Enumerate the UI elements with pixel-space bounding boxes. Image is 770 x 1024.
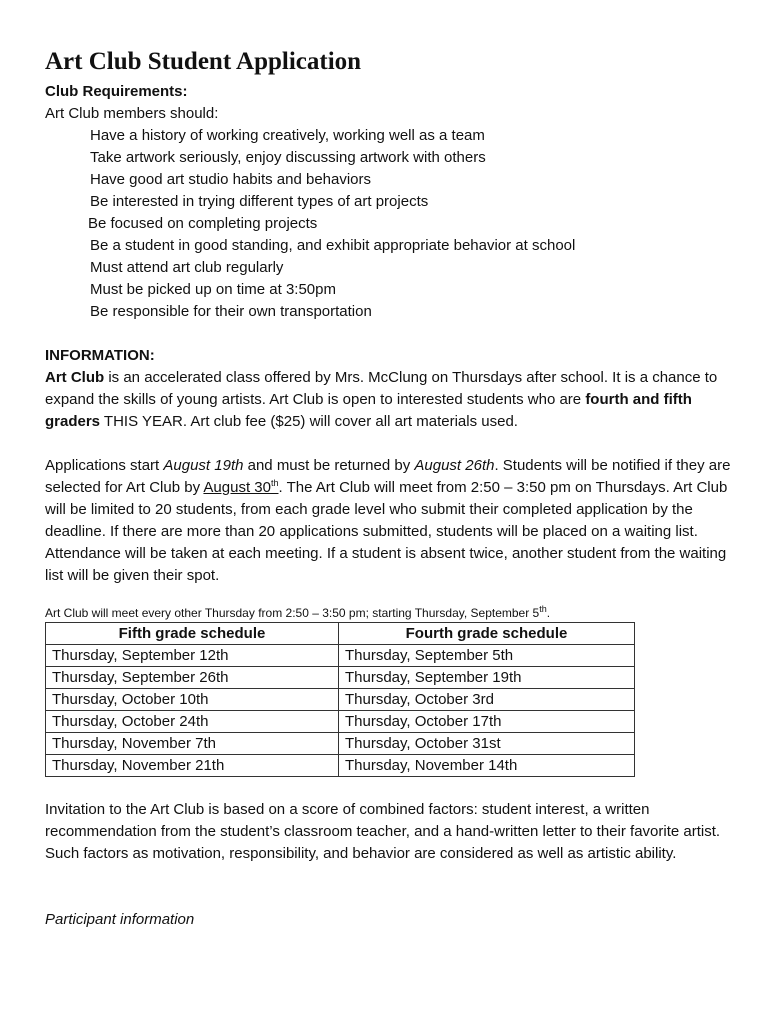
ordinal-suffix: th [539, 604, 547, 614]
art-club-bold: Art Club [45, 369, 105, 386]
page-title: Art Club Student Application [45, 48, 362, 75]
requirements-intro: Art Club members should: [45, 105, 219, 122]
participant-heading [45, 909, 735, 931]
notify-date-text: August 30 [203, 479, 271, 496]
table-cell: Thursday, October 31st [339, 733, 635, 755]
grades-bold: fourth and fifth graders [45, 391, 692, 430]
information-paragraph-2 [45, 455, 735, 587]
requirement-item: Have good art studio habits and behaviors [90, 171, 372, 188]
column-header-fourth: Fourth grade schedule [339, 623, 635, 645]
document-content [45, 47, 735, 931]
table-cell: Thursday, November 21th [46, 755, 339, 777]
schedule-note [45, 605, 735, 621]
information-paragraph-1 [45, 367, 735, 433]
requirement-item: Be focused on completing projects [88, 215, 318, 232]
requirement-item: Be a student in good standing, and exhibit appropriate behavior at school [90, 237, 576, 254]
table-cell: Thursday, September 26th [46, 667, 339, 689]
table-cell: Thursday, November 7th [46, 733, 339, 755]
table-row [46, 645, 635, 667]
table-header-row [46, 623, 635, 645]
participant-heading-text: Participant information [45, 911, 195, 928]
requirement-item: Must be picked up on time at 3:50pm [90, 281, 336, 298]
ordinal-suffix: th [270, 478, 279, 488]
table-cell: Thursday, September 12th [46, 645, 339, 667]
notify-date [203, 479, 278, 496]
column-header-fifth: Fifth grade schedule [46, 623, 339, 645]
info-text: . The Art Club will meet from 2:50 – 3:50 pm on Thursdays. Art Club will be limited to 20 students, from each grade level who submit their completed application by the deadline. If there are more than 20 applications submitted, students will be placed on a waiting list. Attendance will be taken at each meeting. If a student is absent twice, another student from the waiting list will be given their spot. [45, 479, 728, 584]
table-cell: Thursday, October 10th [46, 689, 339, 711]
table-cell: Thursday, November 14th [339, 755, 635, 777]
info-text: is an accelerated class offered by Mrs. McClung on Thursdays after school. It is a chance to expand the skills of young artists. Art Club is open to interested students who are [45, 369, 718, 408]
schedule-table [45, 622, 635, 777]
return-date: August 26th [414, 457, 495, 474]
schedule-note-end: . [546, 606, 551, 620]
requirements-list [45, 125, 735, 323]
requirement-item: Take artwork seriously, enjoy discussing artwork with others [90, 149, 486, 166]
requirement-item: Must attend art club regularly [90, 259, 284, 276]
table-row [46, 689, 635, 711]
requirement-item: Have a history of working creatively, working well as a team [90, 127, 485, 144]
table-row [46, 667, 635, 689]
information-heading: INFORMATION: [45, 347, 155, 364]
table-row [46, 711, 635, 733]
requirement-item: Be responsible for their own transportation [90, 303, 372, 320]
requirement-item: Be interested in trying different types of art projects [90, 193, 429, 210]
info-text: Applications start [45, 457, 164, 474]
info-text: and must be returned by [243, 457, 415, 474]
requirements-heading: Club Requirements: [45, 83, 188, 100]
info-text: THIS YEAR. Art club fee ($25) will cover all art materials used. [100, 413, 518, 430]
schedule-note-text: Art Club will meet every other Thursday from 2:50 – 3:50 pm; starting Thursday, September 5 [45, 606, 540, 620]
table-row [46, 733, 635, 755]
table-cell: Thursday, October 3rd [339, 689, 635, 711]
table-cell: Thursday, September 5th [339, 645, 635, 667]
table-cell: Thursday, October 24th [46, 711, 339, 733]
table-row [46, 755, 635, 777]
start-date: August 19th [163, 457, 244, 474]
table-cell: Thursday, September 19th [339, 667, 635, 689]
info-text: . Students will be notified if they are selected for Art Club by [45, 457, 731, 496]
invitation-paragraph: Invitation to the Art Club is based on a score of combined factors: student interest, a written recommendation from the student’s classroom teacher, and a hand-written letter to their favorite artist. Such factors as motivation, responsibility, and behavior are considered as well as artistic ability. [45, 801, 721, 862]
table-cell: Thursday, October 17th [339, 711, 635, 733]
